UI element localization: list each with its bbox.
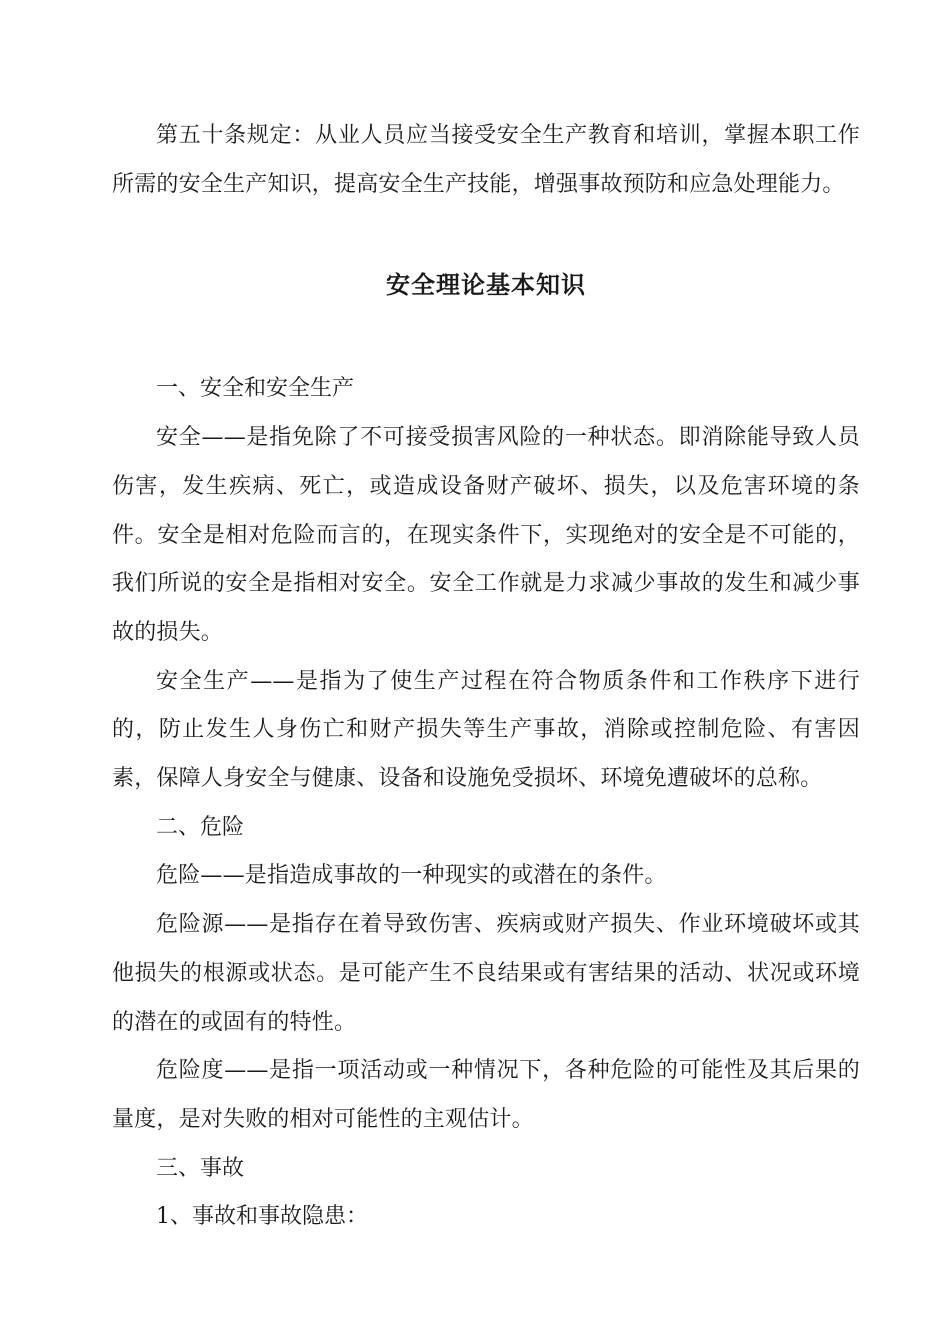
section-heading-safety: 一、安全和安全生产 [156, 376, 355, 402]
spacer [112, 305, 860, 365]
hazard-source-definition-paragraph: 危险源——是指存在着导致伤害、疾病或财产损失、作业环境破坏或其他损失的根源或状态。是可能产生不良结果或有害结果的活动、状况或环境的潜在的或固有的特性。 [112, 912, 860, 1035]
document-page [112, 112, 860, 1242]
section-heading-danger: 二、危险 [156, 814, 245, 840]
document-title: 安全理论基本知识 [386, 270, 586, 300]
safe-production-definition-paragraph: 安全生产——是指为了使生产过程在符合物质条件和工作秩序下进行的，防止发生人身伤亡和财产损失等生产事故，消除或控制危险、有害因素，保障人身安全与健康、设备和设施免受损坏、环境免遭破坏的总称。 [112, 668, 860, 792]
danger-definition-paragraph: 危险——是指造成事故的一种现实的或潜在的条件。 [156, 863, 667, 889]
section-heading-accident: 三、事故 [156, 1155, 245, 1181]
intro-paragraph: 第五十条规定：从业人员应当接受安全生产教育和培训，掌握本职工作所需的安全生产知识，提高安全生产技能，增强事故预防和应急处理能力。 [112, 123, 860, 197]
subsection-heading-accident-hazard: 1、事故和事故隐患： [156, 1204, 368, 1230]
spacer [112, 209, 860, 265]
risk-degree-definition-paragraph: 危险度——是指一项活动或一种情况下，各种危险的可能性及其后果的量度，是对失败的相对可能性的主观估计。 [112, 1058, 860, 1132]
safety-definition-paragraph: 安全——是指免除了不可接受损害风险的一种状态。即消除能导致人员伤害，发生疾病、死亡，或造成设备财产破坏、损失，以及危害环境的条件。安全是相对危险而言的，在现实条件下，实现绝对的安全是不可能的，我们所说的安全是指相对安全。安全工作就是力求减少事故的发生和减少事故的损失。 [112, 425, 860, 645]
